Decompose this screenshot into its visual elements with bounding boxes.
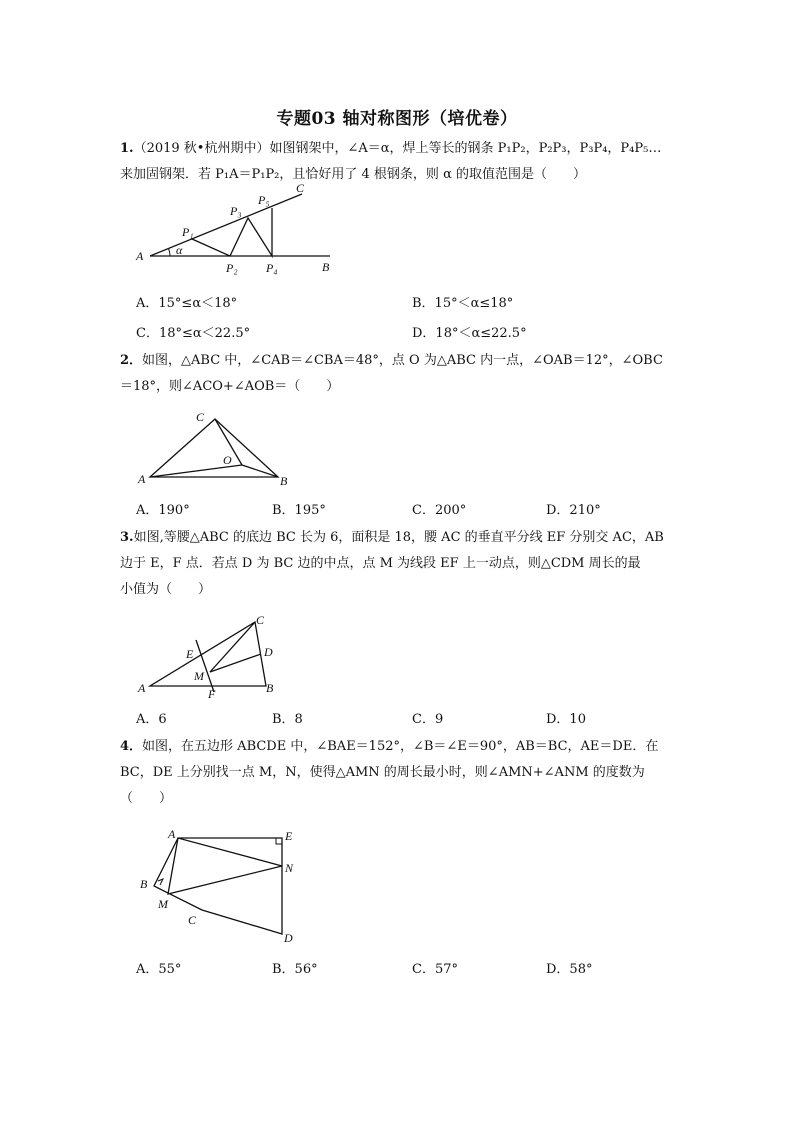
label-f: F (208, 687, 216, 701)
question-1-option-b[interactable]: B．15°＜α≤18° (412, 296, 514, 311)
question-4 (120, 734, 680, 812)
question-1-line2: 来加固钢架．若 P₁A＝P₁P₂，且恰好用了 4 根钢条，则 α 的取值范围是（ ） (120, 167, 586, 182)
label-a: A (136, 249, 144, 263)
question-4-line3: （ ） (120, 791, 173, 806)
label-p4: P₄ (266, 261, 278, 275)
question-1-option-a[interactable]: A．15°≤α＜18° (136, 296, 238, 311)
question-3-figure (130, 612, 290, 702)
question-2 (120, 348, 680, 400)
question-2-option-b[interactable]: B．195° (272, 503, 326, 518)
question-3-line2: 边于 E，F 点．若点 D 为 BC 边的中点，点 M 为线段 EF 上一动点，则△CDM 周长的最 (120, 556, 641, 571)
question-1-figure (130, 180, 350, 280)
triangle-amn (168, 838, 282, 894)
label-n: N (285, 861, 294, 875)
question-3-line3: 小值为（ ） (120, 582, 212, 597)
question-4-option-a[interactable]: A．55° (136, 962, 182, 977)
question-3-line1: 3.如图,等腰△ABC 的底边 BC 长为 6，面积是 18，腰 AC 的垂直平分线 EF 分别交 AC，AB (120, 530, 664, 545)
label-m: M (158, 897, 168, 911)
question-4-line1: 4．如图，在五边形 ABCDE 中，∠BAE＝152°，∠B＝∠E＝90°，AB＝BC，AE＝DE．在 (120, 739, 659, 754)
label-c: C (296, 181, 305, 195)
segment-bo (242, 465, 278, 477)
ray-ac (150, 194, 302, 256)
question-3-option-b[interactable]: B．8 (272, 712, 303, 727)
question-1-option-d[interactable]: D．18°＜α≤22.5° (412, 326, 527, 341)
label-p2: P₂ (226, 261, 238, 275)
question-3-option-d[interactable]: D．10 (546, 712, 586, 727)
label-d: D (264, 645, 273, 659)
question-2-option-d[interactable]: D．210° (546, 503, 601, 518)
question-4-line2: BC，DE 上分别找一点 M，N，使得△AMN 的周长最小时，则∠AMN+∠ANM 的度数为 (120, 765, 645, 780)
label-d: D (284, 931, 293, 945)
label-o: O (223, 453, 232, 467)
question-3-number: 3. (120, 530, 134, 545)
page-title: 专题03 轴对称图形（培优卷） (276, 109, 518, 129)
right-angle-mark-e (276, 838, 282, 844)
label-e: E (186, 647, 194, 661)
label-alpha: α (176, 243, 183, 257)
question-4-figure (130, 826, 310, 946)
question-4-option-d[interactable]: D．58° (546, 962, 593, 977)
label-b: B (322, 260, 330, 274)
question-2-line1: 2．如图，△ABC 中，∠CAB＝∠CBA＝48°，点 O 为△ABC 内一点，∠OAB＝12°，∠OBC (120, 353, 663, 368)
question-4-option-b[interactable]: B．56° (272, 962, 318, 977)
angle-alpha-arc (169, 249, 171, 257)
label-p1: P₁ (182, 225, 194, 239)
label-c: C (256, 613, 265, 627)
label-p5: P₅ (258, 193, 270, 207)
perpendicular-bisector-ef (196, 640, 214, 692)
question-2-number: 2． (120, 353, 143, 368)
right-angle-mark-b (158, 879, 163, 885)
label-p3: P₃ (230, 204, 242, 218)
label-b: B (140, 877, 148, 891)
label-e: E (285, 829, 293, 843)
question-2-figure (130, 405, 300, 490)
question-3 (120, 525, 680, 603)
question-3-option-a[interactable]: A．6 (136, 712, 167, 727)
question-3-option-c[interactable]: C．9 (412, 712, 444, 727)
question-4-option-c[interactable]: C．57° (412, 962, 458, 977)
label-a: A (138, 681, 146, 695)
question-2-option-a[interactable]: A．190° (136, 503, 190, 518)
question-1-line1: 1.（2019 秋•杭州期中）如图钢架中，∠A＝α，焊上等长的钢条 P₁P₂，P₂P₃，P₃P₄，P₄P₅… (120, 141, 662, 156)
question-2-option-c[interactable]: C．200° (412, 503, 467, 518)
label-b: B (266, 681, 274, 695)
label-m: M (194, 669, 204, 683)
label-c: C (188, 913, 197, 927)
label-c: C (196, 410, 205, 424)
question-1-option-c[interactable]: C．18°≤α＜22.5° (136, 326, 251, 341)
pentagon-abcde (154, 838, 282, 934)
label-b: B (280, 474, 288, 488)
label-a: A (168, 827, 176, 841)
question-1-number: 1. (120, 141, 134, 156)
question-2-line2: ＝18°，则∠ACO+∠AOB＝（ ） (120, 379, 340, 394)
label-a: A (138, 472, 146, 486)
question-4-number: 4． (120, 739, 143, 754)
